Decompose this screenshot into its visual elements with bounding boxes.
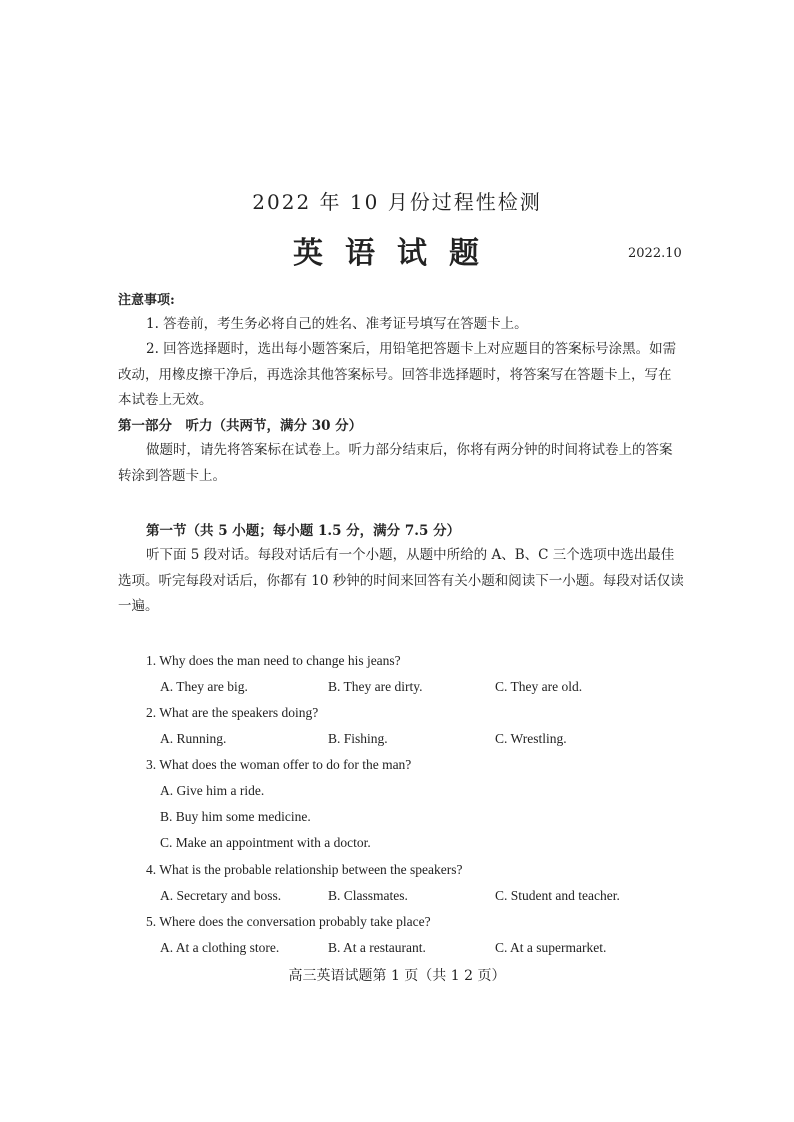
part1-instruction: 做题时，请先将答案标在试卷上。听力部分结束后，你将有两分钟的时间将试卷上的答案转涂到答题卡上。 xyxy=(118,442,673,484)
question-4-option-b: B. Classmates. xyxy=(328,888,408,903)
question-3-option-a: A. Give him a ride. xyxy=(160,783,265,798)
question-2-option-c: C. Wrestling. xyxy=(495,731,567,746)
question-5-option-b: B. At a restaurant. xyxy=(328,940,426,955)
exam-date: 2022.10 xyxy=(628,246,682,261)
question-1-stem: 1. Why does the man need to change his jeans? xyxy=(146,653,401,668)
question-2-stem: 2. What are the speakers doing? xyxy=(146,705,319,720)
question-2-option-a: A. Running. xyxy=(160,731,227,746)
question-5-option-a: A. At a clothing store. xyxy=(160,940,280,955)
question-4-option-c: C. Student and teacher. xyxy=(495,888,620,903)
exam-subtitle: 2022 年 10 月份过程性检测 xyxy=(252,190,542,214)
question-3-option-b: B. Buy him some medicine. xyxy=(160,809,311,824)
question-3-option-c: C. Make an appointment with a doctor. xyxy=(160,835,371,850)
exam-title: 英语试题 xyxy=(293,236,501,271)
question-1-option-c: C. They are old. xyxy=(495,679,583,694)
question-2-option-b: B. Fishing. xyxy=(328,731,388,746)
section1-heading: 第一节（共 5 小题；每小题 1.5 分，满分 7.5 分） xyxy=(146,523,461,539)
question-4-stem: 4. What is the probable relationship between the speakers? xyxy=(146,862,463,877)
section1-instruction: 听下面 5 段对话。每段对话后有一个小题，从题中所给的 A、B、C 三个选项中选出最佳选项。听完每段对话后，你都有 10 秒钟的时间来回答有关小题和阅读下一小题。每段对话仅读一遍。 xyxy=(118,547,684,614)
notice-item-2: 2. 回答选择题时，选出每小题答案后，用铅笔把答题卡上对应题目的答案标号涂黑。如需改动，用橡皮擦干净后，再选涂其他答案标号。回答非选择题时，将答案写在答题卡上，写在本试卷上无效。 xyxy=(118,341,677,408)
question-3-stem: 3. What does the woman offer to do for the man? xyxy=(146,757,412,772)
question-1-option-b: B. They are dirty. xyxy=(328,679,423,694)
notice-heading: 注意事项: xyxy=(118,293,175,308)
question-4-option-a: A. Secretary and boss. xyxy=(160,888,282,903)
question-5-option-c: C. At a supermarket. xyxy=(495,940,607,955)
question-1-option-a: A. They are big. xyxy=(160,679,248,694)
notice-item-1: 1. 答卷前，考生务必将自己的姓名、准考证号填写在答题卡上。 xyxy=(146,316,528,332)
question-5-stem: 5. Where does the conversation probably take place? xyxy=(146,914,431,929)
part1-heading: 第一部分 听力（共两节，满分 30 分） xyxy=(118,418,363,434)
page-footer: 高三英语试题第 1 页（共 1 2 页） xyxy=(288,968,506,984)
